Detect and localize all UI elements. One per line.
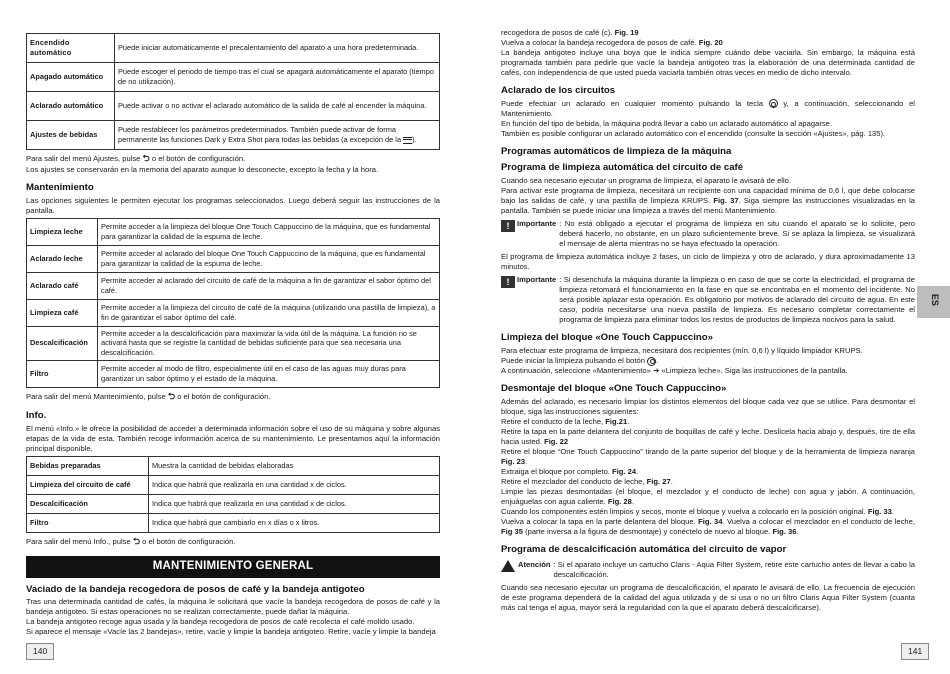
important-label: Importante xyxy=(517,275,557,285)
important-text: : No está obligado a ejecutar el programa de limpieza en situ cuando el aparato se lo solicite, pero deberá hacerlo, no obstante, en un plazo suficientemente breve. Si se aplaza la limpieza, se visualizará el mensaje de alerta mientras no se haya efectuado la operación. xyxy=(559,219,915,249)
back-arrow-icon: ⮌ xyxy=(142,153,150,163)
text: Puede iniciar la limpieza pulsando el botón xyxy=(501,356,645,365)
table-row xyxy=(27,513,440,532)
table-value: Permite acceder a la limpieza del circuito de café de la máquina (utilizando una pastilla de limpieza), a fin de garantizar el sabor óptimo del café. xyxy=(98,299,440,326)
paragraph: Retire el bloque “One Touch Cappuccino” tirando de la parte superior del bloque y de la herramienta de limpieza naranja Fig. 23. xyxy=(501,446,915,466)
fig-ref: Fig. 23 xyxy=(501,456,526,466)
paragraph: También es posible configurar un aclarado automático con el encendido (consulte la sección «Ajustes», pág. 135). xyxy=(501,128,886,138)
right-page xyxy=(475,0,950,674)
paragraph: Extraiga el bloque por completo. Fig. 24. xyxy=(501,466,639,476)
paragraph: Además del aclarado, es necesario limpiar los distintos elementos del bloque cada vez que se utilice. Para desmontar el bloque, siga las instrucciones siguientes: xyxy=(501,396,915,416)
table-row xyxy=(27,92,440,121)
fig-ref: Fig. 24 xyxy=(612,466,637,476)
paragraph: Cuando sea necesario ejecutar un programa de limpieza, el aparato le avisará de ello. xyxy=(501,176,792,186)
paragraph: En función del tipo de bebida, la máquina podrá llevar a cabo un aclarado automático al apagarse. xyxy=(501,118,832,128)
attention-label: Atención xyxy=(518,559,551,569)
text: A continuación, seleccione «Mantenimiento» xyxy=(501,366,653,376)
prog-subheading: Programa de limpieza automática del circuito de café xyxy=(501,162,744,174)
maint-intro: Las opciones siguientes le permiten ejecutar los programas seleccionados. Luego deberá seguir las instrucciones de la pantalla. xyxy=(26,195,440,215)
maintenance-table xyxy=(26,218,440,389)
table-key: Filtro xyxy=(27,361,98,388)
table-key: Descalcificación xyxy=(27,326,98,361)
paragraph xyxy=(501,28,915,38)
table-row xyxy=(27,456,440,475)
table-value: Indica que habrá que cambiarlo en x días o x litros. xyxy=(149,513,440,532)
table-row xyxy=(27,494,440,513)
info-table xyxy=(26,456,440,533)
language-tab xyxy=(917,286,950,318)
warning-triangle-icon xyxy=(501,560,515,572)
table-row xyxy=(27,326,440,361)
table-key: Apagado automático xyxy=(27,63,115,92)
fig-ref: Fig. 27 xyxy=(646,476,671,486)
fig-ref: Fig. 33 xyxy=(867,506,892,516)
table-key: Limpieza del circuito de café xyxy=(27,475,149,494)
important-note xyxy=(501,275,915,325)
right-column xyxy=(501,28,915,613)
text: Retire el conducto de la leche, xyxy=(501,416,606,426)
important-text: : Si desenchufa la máquina durante la limpieza o en caso de que se corte la electricidad, el programa de limpieza retomará el funcionamiento en la fase en que se encontraba en el momento del incidente. No será posible aplazar esta operación. Es obligatorio por motivos de aclarado del circuito de agua. En este caso, podría necesitarse una nueva pastilla de limpieza. Es necesario completar correctamente el programa de limpieza para eliminar todos los restos de productos de limpieza nocivos para la salud. xyxy=(559,275,915,325)
vaciado-paragraph: Tras una determinada cantidad de cafés, la máquina le solicitará que vacíe la bandeja recogedora de posos de café y la bandeja antigoteo. Si estas operaciones no se realizan correctamente, puede dañar la máquina. xyxy=(26,597,440,617)
text: (parte inversa a la figura de desmontaje) y conéctelo de nuevo al bloque. xyxy=(522,526,773,536)
text: Vuelva a colocar la tapa en la parte delantera del bloque. xyxy=(501,516,699,526)
desm-heading: Desmontaje del bloque «One Touch Cappuccino» xyxy=(501,383,727,395)
paragraph: Vuelva a colocar la tapa en la parte delantera del bloque. Fig. 34. Vuelva a colocar el mezclador en el conducto de leche, Fig 35 (parte inversa a la figura de desmontaje) y conéctelo de nuevo al bloque. Fig. 36. xyxy=(501,516,915,536)
table-key: Limpieza leche xyxy=(27,218,98,245)
vaciado-heading: Vaciado de la bandeja recogedora de posos de café y la bandeja antigoteo xyxy=(26,583,365,595)
prog-heading: Programas automáticos de limpieza de la máquina xyxy=(501,145,732,157)
important-label: Importante xyxy=(517,219,557,229)
text: recogedora de posos de café (c). xyxy=(501,28,615,37)
settings-memory-text: Los ajustes se conservarán en la memoria del aparato aunque lo desconecte, excepto la fecha y la hora. xyxy=(26,164,379,174)
table-value: Puede escoger el periodo de tiempo tras el cual se apagará automáticamente el aparato (tiempo de no utilización). xyxy=(115,63,440,92)
info-exit-text xyxy=(26,536,440,548)
desc-heading: Programa de descalcificación automática del circuito de vapor xyxy=(501,543,787,555)
back-arrow-icon: ⮌ xyxy=(132,535,141,546)
paragraph: El programa de limpieza automática incluye 2 fases, un ciclo de limpieza y otro de aclarado, y dura aproximadamente 13 minutos. xyxy=(501,252,915,272)
table-value-text: Puede restablecer los parámetros predeterminados. También puede activar de forma permanente las funciones Dark y Extra Shot para todas las bebidas (a excepción de la xyxy=(118,125,402,144)
paragraph: Limpie las piezas desmontadas (el bloque, el mezclador y el conducto de leche) con agua y jabón. A continuación, enjuáguelas con agua caliente. Fig. 28. xyxy=(501,486,915,506)
table-row xyxy=(27,299,440,326)
table-key: Bebidas preparadas xyxy=(27,456,149,475)
attention-text: : Si el aparato incluye un cartucho Claris - Aqua Filter System, retire este cartucho antes de llevar a cabo la descalcificación. xyxy=(553,559,915,579)
paragraph xyxy=(501,99,915,119)
table-value: Permite acceder a la descalcificación para maximizar la vida útil de la máquina. La función no se activará hasta que se registre la cantidad de bebidas suficiente para que sea necesaria una descalcificación. xyxy=(98,326,440,361)
page-number: 141 xyxy=(901,643,929,660)
vaciado-paragraph: La bandeja antigoteo recoge agua usada y la bandeja recogedora de posos de café recolecta el café molido usado. xyxy=(26,617,415,627)
table-value: Indica que habrá que realizarla en una cantidad x de ciclos. xyxy=(149,494,440,513)
fig-ref: Fig. 19 xyxy=(614,28,639,37)
table-value: Permite acceder al modo de filtro, especialmente útil en el caso de las aguas muy duras para garantizar un sabor óptimo y el estado de la máquina. xyxy=(98,361,440,388)
text: y, a continuación, seleccionando el Mantenimiento. xyxy=(501,98,915,118)
text: Retire el mezclador del conducto de leche, xyxy=(501,476,647,486)
table-key: Encendido automático xyxy=(27,34,115,63)
settings-table xyxy=(26,33,440,150)
text: Retire la tapa en la parte delantera del conjunto de boquillas de café y leche. Deslícela hacia abajo y, después, tire de ella hacia usted. xyxy=(501,426,915,446)
text: «Limpieza leche». Siga las instrucciones de la pantalla. xyxy=(661,366,848,376)
text: Vuelva a colocar la bandeja recogedora de posos de café. xyxy=(501,38,699,48)
arrow-right-icon: ➔ xyxy=(652,366,660,376)
paragraph: Para efectuar este programa de limpieza, necesitará dos recipientes (mín. 0,6 l) y líquido limpiador KRUPS. xyxy=(501,345,863,355)
text: Limpie las piezas desmontadas (el bloque, el mezclador y el conducto de leche) con agua y jabón. A continuación, enjuáguelas con agua caliente. xyxy=(501,486,915,506)
aclarado-heading: Aclarado de los circuitos xyxy=(501,85,616,97)
text: Para salir del menú Info., pulse xyxy=(26,536,131,546)
fig-ref: Fig 35 xyxy=(501,526,523,536)
menu-icon xyxy=(403,137,412,144)
table-key: Aclarado café xyxy=(27,272,98,299)
table-row xyxy=(27,121,440,150)
text: o el botón de configuración. xyxy=(142,536,236,546)
fig-ref: Fig.21 xyxy=(605,416,628,426)
text: Extraiga el bloque por completo. xyxy=(501,466,613,476)
fig-ref: Fig. 36 xyxy=(772,526,797,536)
gear-icon xyxy=(769,99,778,108)
text: Para salir del menú Ajustes, pulse xyxy=(26,154,141,163)
paragraph: Cuando los componentes estén limpios y secos, monte el bloque y vuelva a colocarlo en la posición original. Fig. 33. xyxy=(501,506,895,516)
left-column xyxy=(26,31,440,637)
table-key: Ajustes de bebidas xyxy=(27,121,115,150)
paragraph xyxy=(501,427,915,447)
table-row xyxy=(27,272,440,299)
table-value: Puede iniciar automáticamente el precalentamiento del aparato a una hora predeterminada. xyxy=(115,34,440,63)
language-tab-label: ES xyxy=(929,293,940,306)
table-value: Indica que habrá que realizarla en una cantidad x de ciclos. xyxy=(149,475,440,494)
paragraph xyxy=(501,366,915,376)
fig-ref: Fig. 20 xyxy=(698,38,723,48)
text: Para activar este programa de limpieza, necesitará un recipiente con una capacidad mínima de 0,6 l, que debe colocarse bajo las salidas de café, y una pastilla de limpieza KRUPS. xyxy=(501,186,915,206)
exclamation-icon: ! xyxy=(501,220,515,232)
important-note xyxy=(501,219,915,249)
maint-exit-text xyxy=(26,391,440,403)
table-row xyxy=(27,218,440,245)
page-number: 140 xyxy=(26,643,54,660)
text: Cuando los componentes estén limpios y secos, monte el bloque y vuelva a colocarlo en la posición original. xyxy=(501,506,868,516)
text: Retire el bloque “One Touch Cappuccino” tirando de la parte superior del bloque y de la herramienta de limpieza naranja xyxy=(501,446,915,456)
paragraph: Puede iniciar la limpieza pulsando el botón . xyxy=(501,356,659,365)
table-row xyxy=(27,361,440,388)
table-value: Muestra la cantidad de bebidas elaboradas xyxy=(149,456,440,475)
table-value: Permite acceder al aclarado del bloque One Touch Cappuccino de la máquina, que es fundamental para garantizar la calidad de la espuma de leche. xyxy=(98,245,440,272)
text: . Siga siempre las instrucciones visualizadas en la pantalla. También se puede iniciar una limpieza a través del menú Mantenimiento. xyxy=(501,196,915,216)
table-key: Filtro xyxy=(27,513,149,532)
fig-ref: Fig. 22 xyxy=(544,436,569,446)
table-key: Aclarado automático xyxy=(27,92,115,121)
text: Para salir del menú Mantenimiento, pulse xyxy=(26,392,166,402)
table-key: Descalcificación xyxy=(27,494,149,513)
table-row xyxy=(27,34,440,63)
vaciado-paragraph: Si aparece el mensaje «Vacíe las 2 bandejas», retire, vacíe y limpie la bandeja antigoteo. Retire, vacíe y limpie la bandeja xyxy=(26,627,436,637)
maint-heading: Mantenimiento xyxy=(26,181,94,193)
text: o el botón de configuración. xyxy=(151,154,246,163)
attention-note xyxy=(501,560,915,580)
table-row xyxy=(27,475,440,494)
table-value: Puede activar o no activar el aclarado automático de la salida de café al encender la máquina. xyxy=(115,92,440,121)
section-banner: MANTENIMIENTO GENERAL xyxy=(26,556,440,578)
paragraph xyxy=(501,38,915,48)
info-heading: Info. xyxy=(26,409,47,421)
settings-exit-text xyxy=(26,153,440,165)
paragraph xyxy=(501,186,915,216)
table-row xyxy=(27,63,440,92)
text: o el botón de configuración. xyxy=(177,392,271,402)
paragraph: Retire el conducto de la leche, Fig.21. xyxy=(501,416,630,426)
table-value: Permite acceder a la limpieza del bloque One Touch Cappuccino de la máquina, que es fundamental para garantizar la calidad de la espuma de leche. xyxy=(98,218,440,245)
back-arrow-icon: ⮌ xyxy=(167,391,176,402)
paragraph: La bandeja antigoteo incluye una boya que le indica siempre cuándo debe vaciarla. Sin embargo, la máquina está programada también para pedirle que vacíe la bandeja antigoteo tras la elaboración de una determinada cantidad de cafés, con independencia de que usted pueda vaciarla también otras veces en medio de dicho intervalo. xyxy=(501,48,915,78)
table-row xyxy=(27,245,440,272)
paragraph: Retire el mezclador del conducto de leche, Fig. 27. xyxy=(501,476,673,486)
table-value: Puede restablecer los parámetros predeterminados. También puede activar de forma permanente las funciones Dark y Extra Shot para todas las bebidas (a excepción de la ). xyxy=(115,121,440,150)
fig-ref: Fig. 34 xyxy=(698,516,723,526)
exclamation-icon: ! xyxy=(501,276,515,288)
fig-ref: Fig. 37 xyxy=(713,196,739,206)
text: . Vuelva a colocar el mezclador en el conducto de leche, xyxy=(722,516,915,526)
otc-heading: Limpieza del bloque «One Touch Cappuccino» xyxy=(501,332,713,344)
paragraph: Cuando sea necesario ejecutar un programa de descalcificación, el aparato le avisará de ello. La frecuencia de ejecución de este programa dependerá de la calidad del agua utilizada y de si usa o no un filtro Claris Aqua Filter System (cuanta más cal tenga el agua, mayor será la regularidad con la que el aparato deberá descalcificarse). xyxy=(501,582,915,612)
fig-ref: Fig. 28 xyxy=(607,496,632,506)
text: Puede efectuar un aclarado en cualquier momento pulsando la tecla xyxy=(501,98,763,108)
table-key: Limpieza café xyxy=(27,299,98,326)
info-intro: El menú «Info.» le ofrece la posibilidad de acceder a determinada información sobre el uso de su máquina y sobre algunas etapas de la vida de esta. También recoge información acerca de su mantenimiento. Le presentamos aquí la información principal disponible. xyxy=(26,423,440,453)
gear-icon xyxy=(647,357,656,366)
table-key: Aclarado leche xyxy=(27,245,98,272)
table-value: Permite acceder al aclarado del circuito de café de la máquina a fin de garantizar el sabor óptimo del café. xyxy=(98,272,440,299)
